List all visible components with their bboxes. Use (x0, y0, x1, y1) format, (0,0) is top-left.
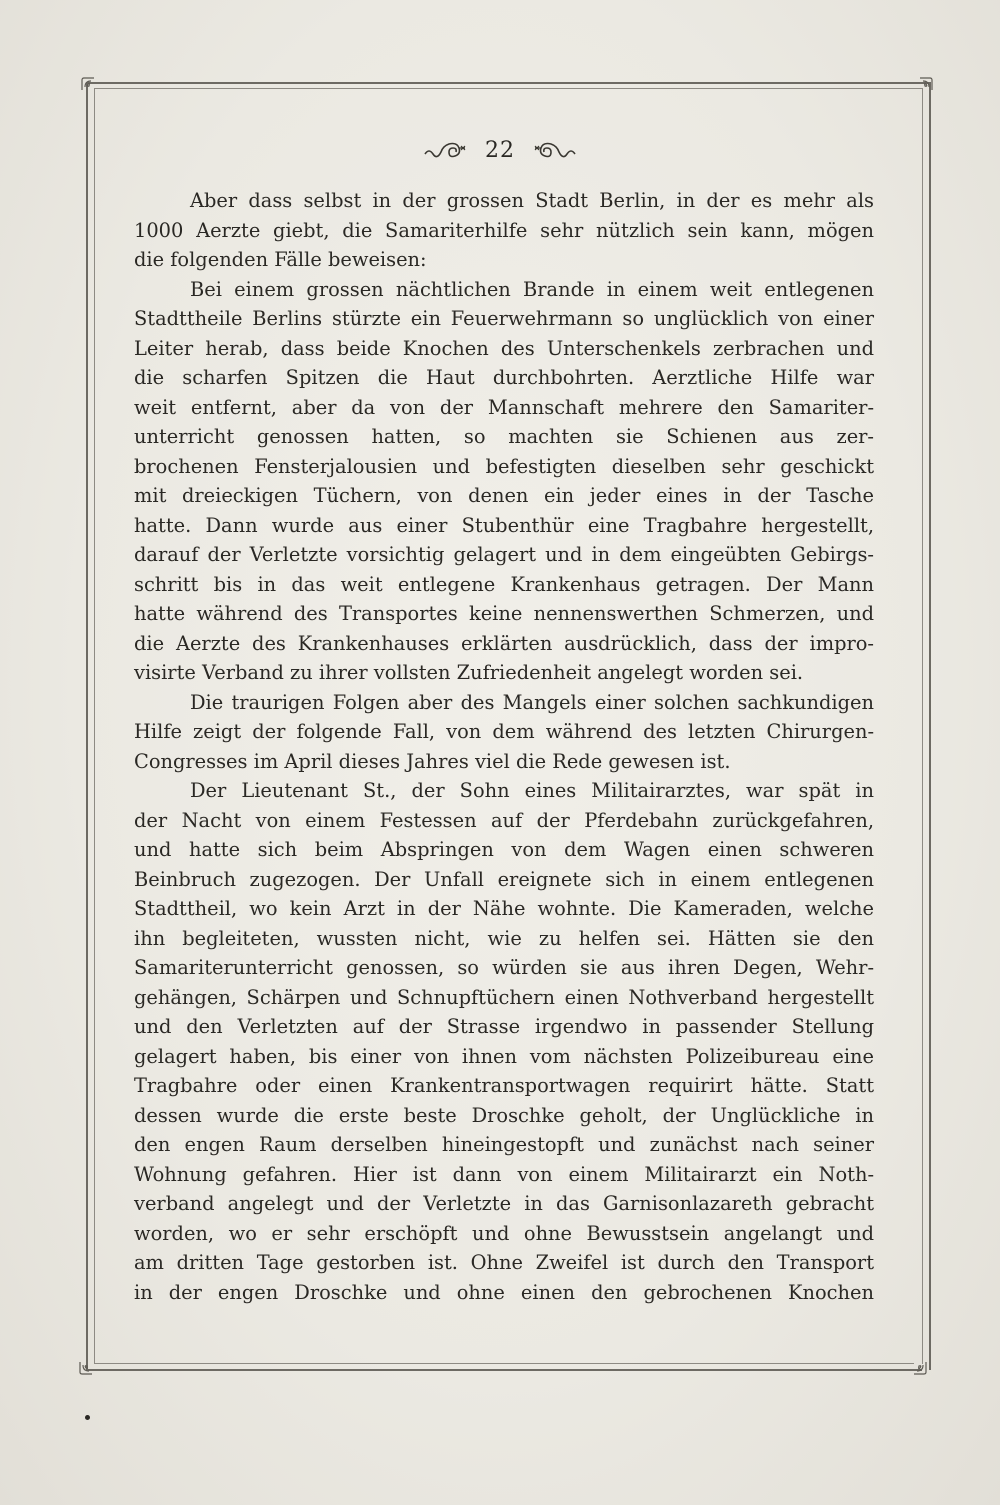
page-header (0, 132, 1000, 168)
frame-bottom-outer-rule (86, 1369, 922, 1371)
text-line: dessen wurde die erste beste Droschke geholt, der Unglückliche in (134, 1103, 874, 1127)
frame-right-inner-rule (922, 88, 923, 1364)
right-flourish-icon (533, 136, 577, 164)
body-text (134, 186, 874, 1307)
text-line: Wohnung gefahren. Hier ist dann von einem Militairarzt ein Noth- (134, 1162, 874, 1186)
text-line: weit entfernt, aber da von der Mannschaft mehrere den Samariter- (134, 395, 874, 419)
corner-ornament-icon (78, 1360, 94, 1376)
text-line: visirte Verband zu ihrer vollsten Zufriedenheit angelegt worden sei. (134, 661, 804, 684)
speck-dot (85, 1415, 90, 1420)
text-line: Beinbruch zugezogen. Der Unfall ereignete sich in einem entlegenen (134, 867, 874, 891)
left-flourish-icon (423, 136, 467, 164)
text-line: Samariterunterricht genossen, so würden sie aus ihren Degen, Wehr- (134, 956, 874, 979)
text-line: hatte. Dann wurde aus einer Stubenthür eine Tragbahre hergestellt, (134, 513, 874, 537)
text-line: die folgenden Fälle beweisen: (134, 248, 427, 271)
text-line: und den Verletzten auf der Strasse irgendwo in passender Stellung (134, 1015, 874, 1038)
text-line: schritt bis in das weit entlegene Krankenhaus getragen. Der Mann (134, 572, 874, 596)
text-line: Bei einem grossen nächtlichen Brande in einem weit entlegenen (190, 277, 874, 301)
text-line: gehängen, Schärpen und Schnupftüchern einen Nothverband hergestellt (134, 985, 874, 1009)
text-line: gelagert haben, bis einer von ihnen vom nächsten Polizeibureau eine (134, 1044, 874, 1068)
corner-ornament-icon (918, 76, 934, 92)
text-line: worden, wo er sehr erschöpft und ohne Bewusstsein angelangt und (134, 1221, 874, 1245)
text-line: am dritten Tage gestorben ist. Ohne Zweifel ist durch den Transport (134, 1251, 874, 1274)
text-line: die scharfen Spitzen die Haut durchbohrten. Aerztliche Hilfe war (134, 366, 874, 389)
text-line: Leiter herab, dass beide Knochen des Unterschenkels zerbrachen und (134, 336, 874, 360)
text-line: Aber dass selbst in der grossen Stadt Berlin, in der es mehr als (190, 189, 874, 212)
text-line: Congresses im April dieses Jahres viel die Rede gewesen ist. (134, 749, 731, 773)
text-line: verband angelegt und der Verletzte in das Garnisonlazareth gebracht (134, 1192, 874, 1215)
text-line: Die traurigen Folgen aber des Mangels einer solchen sachkundigen (190, 690, 874, 714)
frame-right-outer-rule (929, 82, 931, 1370)
text-line: und hatte sich beim Abspringen von dem Wagen einen schweren (134, 838, 874, 861)
text-line: Stadttheil, wo kein Arzt in der Nähe wohnte. Die Kameraden, welche (134, 897, 874, 920)
frame-left-inner-rule (94, 88, 95, 1364)
corner-ornament-icon (80, 76, 96, 92)
text-line: darauf der Verletzte vorsichtig gelagert und in dem eingeübten Gebirgs- (134, 543, 874, 566)
text-line: brochenen Fensterjalousien und befestigten dieselben sehr geschickt (134, 454, 874, 478)
text-line: ihn begleiteten, wussten nicht, wie zu helfen sei. Hätten sie den (134, 926, 874, 950)
text-line: den engen Raum derselben hineingestopft und zunächst nach seiner (134, 1133, 874, 1156)
text-line: Hilfe zeigt der folgende Fall, von dem während des letzten Chirurgen- (134, 720, 874, 743)
page-number: 22 (485, 137, 515, 163)
frame-top-inner-rule (94, 88, 922, 89)
frame-bottom-inner-rule (94, 1363, 914, 1364)
text-line: Der Lieutenant St., der Sohn eines Militairarztes, war spät in (190, 779, 874, 802)
text-line: Tragbahre oder einen Krankentransportwagen requirirt hätte. Statt (134, 1074, 874, 1097)
frame-left-outer-rule (86, 82, 88, 1370)
text-line: hatte während des Transportes keine nennenswerthen Schmerzen, und (134, 602, 874, 625)
text-line: 1000 Aerzte giebt, die Samariterhilfe sehr nützlich sein kann, mögen (134, 218, 874, 242)
text-line: Stadttheile Berlins stürzte ein Feuerwehrmann so unglücklich von einer (134, 307, 874, 330)
corner-ornament-icon (912, 1360, 928, 1376)
text-line: unterricht genossen hatten, so machten sie Schienen aus zer- (134, 425, 874, 448)
text-line: in der engen Droschke und ohne einen den gebrochenen Knochen (134, 1280, 874, 1304)
text-line: die Aerzte des Krankenhauses erklärten ausdrücklich, dass der impro- (134, 631, 874, 655)
text-line: der Nacht von einem Festessen auf der Pferdebahn zurückgefahren, (134, 808, 874, 832)
frame-top-outer-rule (86, 82, 930, 84)
text-line: mit dreieckigen Tüchern, von denen ein jeder eines in der Tasche (134, 484, 874, 507)
